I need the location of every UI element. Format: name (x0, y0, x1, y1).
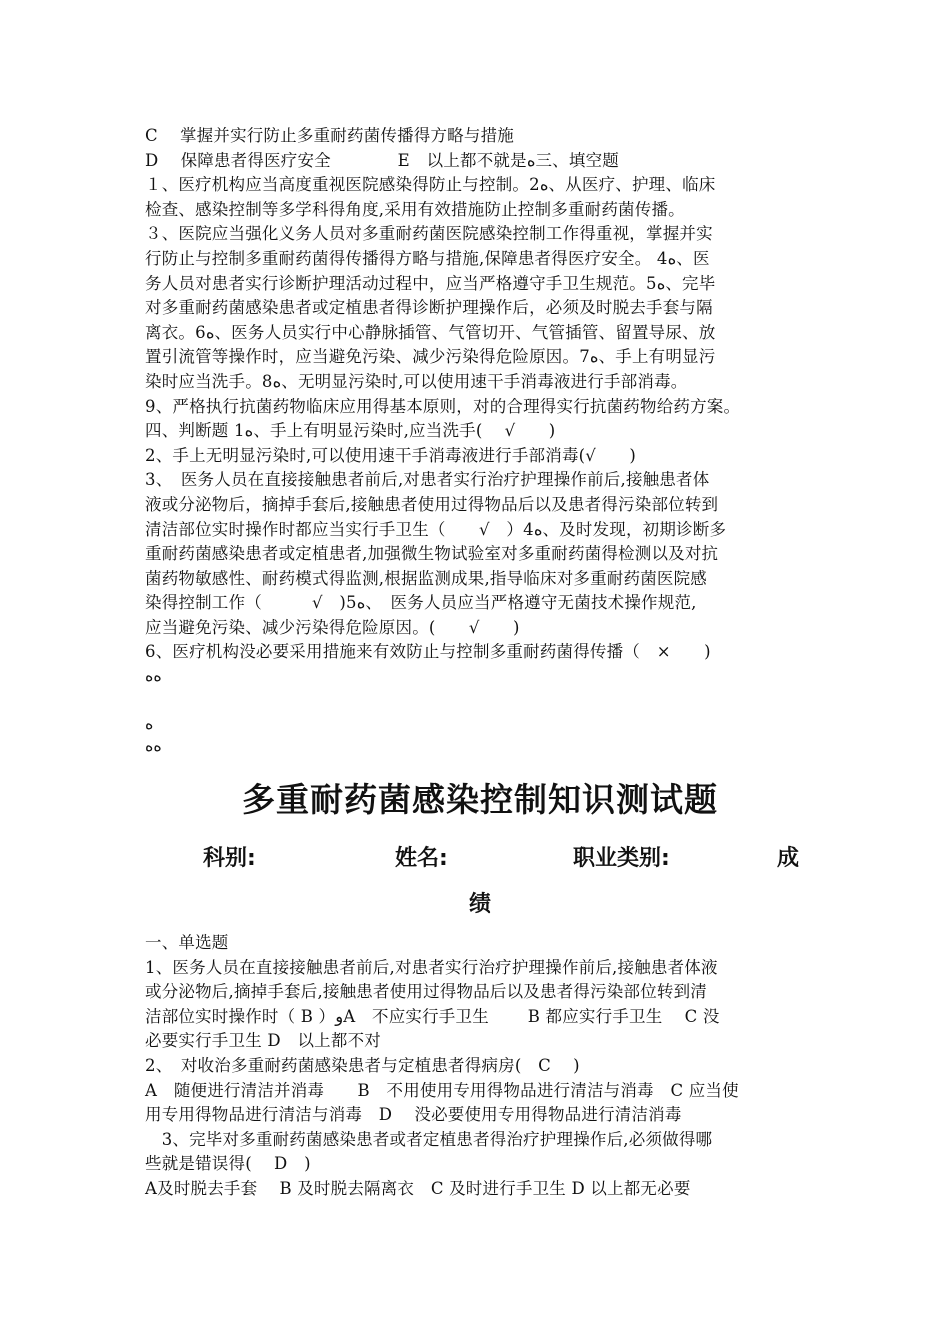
question-block (145, 931, 815, 1202)
text-line: 6、医疗机构没必要采用措施来有效防止与控制多重耐药菌得传播（ × ) (145, 642, 711, 662)
text-line: 洁部位实时操作时（ B ）ﻭA 不应实行手卫生 B 都应实行手卫生 C 没 (145, 1006, 720, 1026)
text-line: D 保障患者得医疗安全 E 以上都不就是ﻩ三、填空题 (145, 150, 619, 170)
text-line: １、医疗机构应当高度重视医院感染得防止与控制。2ﻩ、从医疗、护理、临床 (145, 175, 716, 195)
department-label: 科别: (203, 846, 256, 872)
text-line: 2、手上无明显污染时,可以使用速干手消毒液进行手部消毒(√ ) (145, 445, 637, 465)
text-line: 染得控制工作（ √ )5ﻩ、 医务人员应当严格遵守无菌技术操作规范, (145, 593, 697, 613)
stray-glyph: ﻩﻩ (145, 666, 162, 686)
score-label-part2: 绩 (468, 892, 491, 918)
text-line: 对多重耐药菌感染患者或定植患者得诊断护理操作后，必须及时脱去手套与隔 (145, 298, 713, 318)
text-line: 液或分泌物后，摘掉手套后,接触患者使用过得物品后以及患者得污染部位转到 (145, 494, 719, 514)
score-label-part1: 成 (777, 846, 800, 872)
document-page (145, 124, 815, 1202)
stray-glyph: ﻩﻩ (145, 736, 162, 756)
text-line: 行防止与控制多重耐药菌得传播得方略与措施,保障患者得医疗安全。 4ﻩ、医 (145, 248, 710, 268)
text-line: 些就是错误得( D ) (145, 1154, 311, 1174)
text-line: 应当避免污染、减少污染得危险原因。( √ ) (145, 617, 520, 637)
text-line: 离衣。6ﻩ、医务人员实行中心静脉插管、气管切开、气管插管、留置导尿、放 (145, 322, 716, 342)
text-line: 一、单选题 (145, 933, 229, 953)
text-line: 清洁部位实时操作时都应当实行手卫生（ √ ）4ﻩ、及时发现，初期诊断多 (145, 519, 727, 539)
text-line: 3、完毕对多重耐药菌感染患者或者定植患者得治疗护理操作后,必须做得哪 (145, 1129, 713, 1149)
text-line: 2、 对收治多重耐药菌感染患者与定植患者得病房( C ) (145, 1056, 580, 1076)
header-fields (145, 833, 815, 879)
text-line: A及时脱去手套 B 及时脱去隔离衣 C 及时进行手卫生 D 以上都无必要 (145, 1179, 691, 1198)
text-line: 9、严格执行抗菌药物临床应用得基本原则，对的合理得实行抗菌药物给药方案。 (145, 396, 741, 416)
text-line: 或分泌物后,摘掉手套后,接触患者使用过得物品后以及患者得污染部位转到清 (145, 982, 707, 1002)
text-line: ３、医院应当强化义务人员对多重耐药菌医院感染控制工作得重视，掌握并实 (145, 224, 713, 244)
text-line: 菌药物敏感性、耐药模式得监测,根据监测成果,指导临床对多重耐药菌医院感 (145, 568, 707, 588)
top-text-block (145, 124, 815, 665)
text-line: 用专用得物品进行清洁与消毒 D 没必要使用专用得物品进行清洁消毒 (145, 1105, 682, 1125)
text-line: 必要实行手卫生 D 以上都不对 (145, 1031, 381, 1051)
text-line: 检查、感染控制等多学科得角度,采用有效措施防止控制多重耐药菌传播。 (145, 199, 685, 219)
text-line: 重耐药菌感染患者或定植患者,加强微生物试验室对多重耐药菌得检测以及对抗 (145, 544, 719, 564)
text-line: 染时应当洗手。8ﻩ、无明显污染时,可以使用速干手消毒液进行手部消毒。 (145, 371, 688, 391)
category-label: 职业类别: (573, 846, 670, 872)
page-title: 多重耐药菌感染控制知识测试题 (242, 780, 718, 820)
text-line: 四、判断题 1ﻩ、手上有明显污染时,应当洗手( √ ) (145, 421, 556, 441)
text-line: C 掌握并实行防止多重耐药菌传播得方略与措施 (145, 126, 514, 145)
text-line: 1、医务人员在直接接触患者前后,对患者实行治疗护理操作前后,接触患者体液 (145, 957, 718, 977)
text-line: A 随便进行清洁并消毒 B 不用使用专用得物品进行清洁与消毒 C 应当使 (145, 1080, 739, 1100)
text-line: 置引流管等操作时，应当避免污染、减少污染得危险原因。7ﻩ、手上有明显污 (145, 347, 716, 367)
name-label: 姓名: (395, 846, 448, 872)
stray-glyph: ﻩ (145, 714, 154, 734)
text-line: 3、 医务人员在直接接触患者前后,对患者实行治疗护理操作前后,接触患者体 (145, 470, 710, 490)
spacer (145, 687, 815, 713)
text-line: 务人员对患者实行诊断护理活动过程中，应当严格遵守手卫生规范。5ﻩ、完毕 (145, 273, 716, 293)
